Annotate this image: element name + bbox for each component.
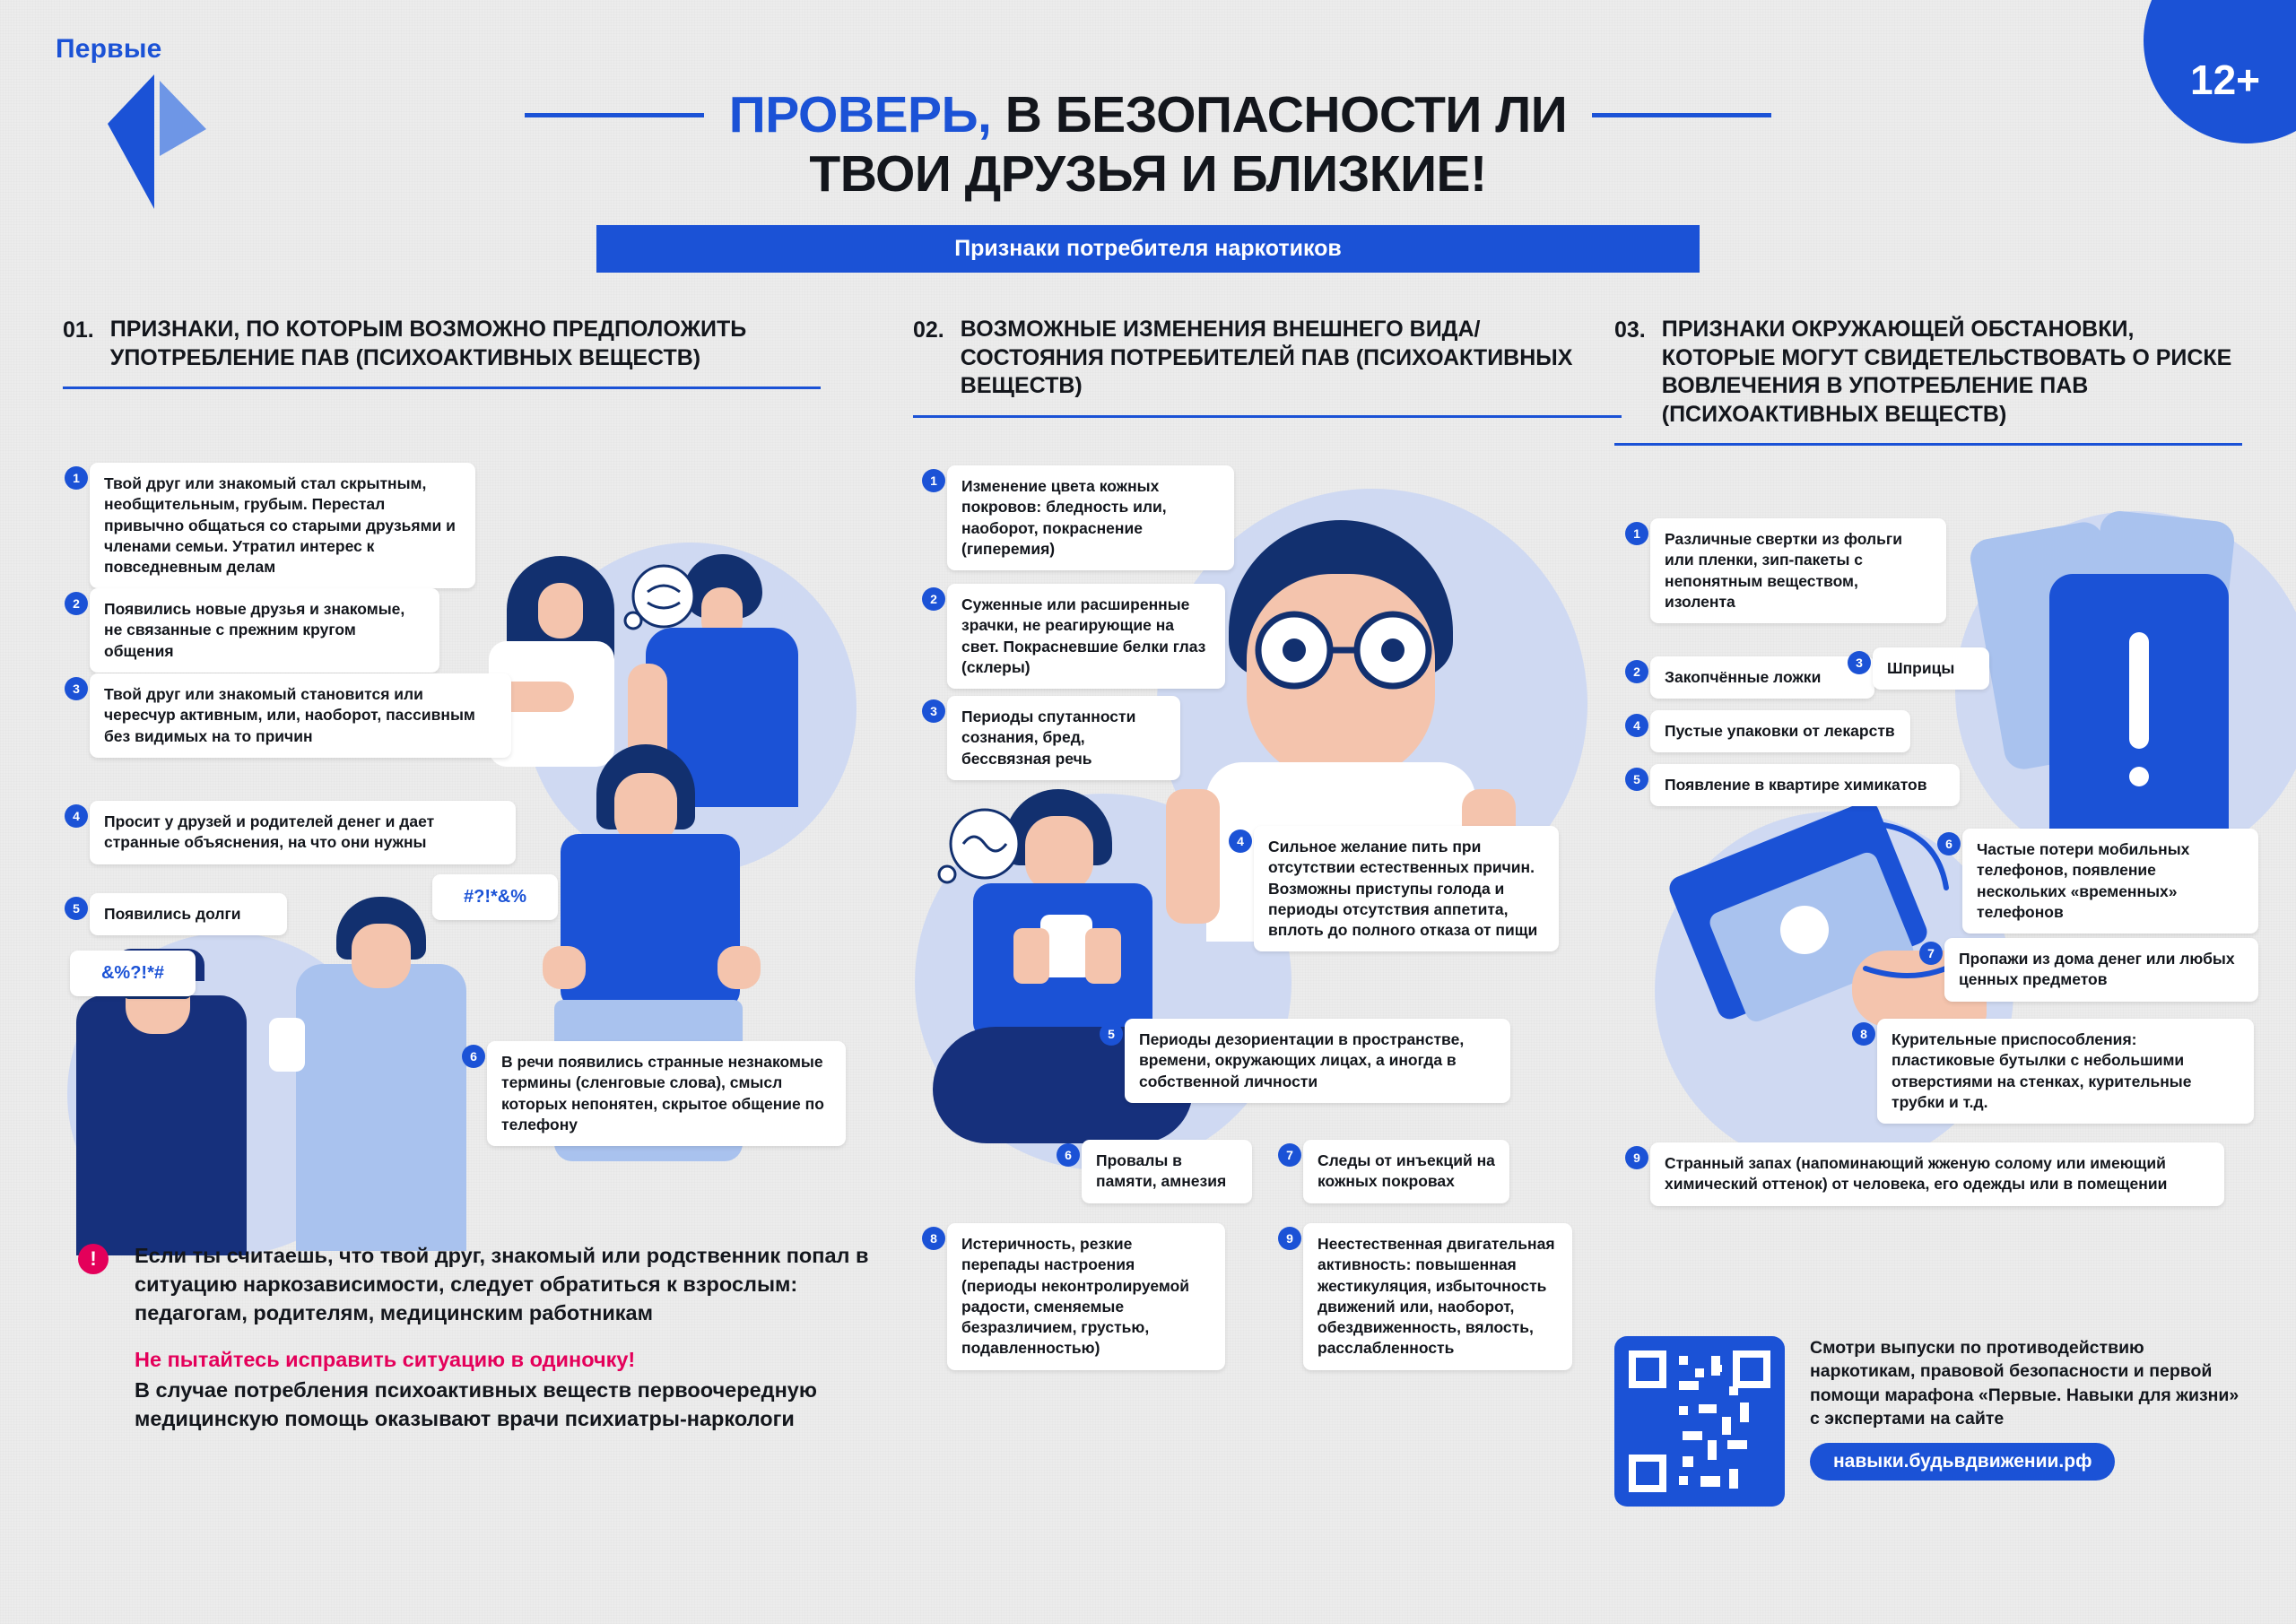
bullet-number-1-5: 5 <box>65 897 88 920</box>
bullet-number-1-3: 3 <box>65 677 88 700</box>
note-paragraph-1: Если ты считаешь, что твой друг, знакомый или родственник попал в ситуацию наркозависимости, следует обратиться к взрослым: педагогам, родителям, медицинским работникам <box>135 1244 869 1324</box>
bullet-number-3-8: 8 <box>1852 1022 1875 1046</box>
page-title-accent: ПРОВЕРЬ, <box>728 86 992 143</box>
brand-name: Первые <box>56 34 162 64</box>
col3-item-2: Закопчённые ложки <box>1650 656 1874 699</box>
col2-item-6: Провалы в памяти, амнезия <box>1082 1140 1252 1203</box>
col3-item-9: Странный запах (напоминающий жженую солому или имеющий химический оттенок) от человека, его одежды или в помещении <box>1650 1142 2224 1206</box>
col3-item-3: Шприцы <box>1873 647 1989 690</box>
column-01-number: 01. <box>63 317 94 343</box>
bullet-number-2-7: 7 <box>1278 1143 1301 1167</box>
col3-item-8: Курительные приспособления: пластиковые бутылки с небольшими отверстиями на стенках, курительные трубки и т.д. <box>1877 1019 2254 1124</box>
column-03-rule <box>1614 443 2242 446</box>
col1-item-2: Появились новые друзья и знакомые, не связанные с прежним кругом общения <box>90 588 439 673</box>
bullet-number-3-6: 6 <box>1937 832 1961 855</box>
col3-item-6: Частые потери мобильных телефонов, появление нескольких «временных» телефонов <box>1962 829 2258 934</box>
thought-cloud-icon <box>610 556 718 637</box>
subtitle-bar: Признаки потребителя наркотиков <box>596 225 1700 273</box>
title-rule-left <box>525 113 704 117</box>
bullet-number-2-1: 1 <box>922 469 945 492</box>
column-01-rule <box>63 386 821 389</box>
col1-item-5: Появились долги <box>90 893 287 935</box>
bullet-number-3-4: 4 <box>1625 714 1648 737</box>
qr-link[interactable]: навыки.будьвдвижении.рф <box>1810 1443 2115 1481</box>
col1-item-4: Просит у друзей и родителей денег и дает странные объяснения, на что они нужны <box>90 801 516 864</box>
bullet-number-3-9: 9 <box>1625 1146 1648 1169</box>
page-title-rest: В БЕЗОПАСНОСТИ ЛИ <box>991 86 1568 143</box>
col2-item-4: Сильное желание пить при отсутствии естественных причин. Возможны приступы голода и периоды отсутствия аппетита, вплоть до полного отказа от пищи <box>1254 826 1559 951</box>
column-01-title: ПРИЗНАКИ, ПО КОТОРЫМ ВОЗМОЖНО ПРЕДПОЛОЖИТЬ УПОТРЕБЛЕНИЕ ПАВ (ПСИХОАКТИВНЫХ ВЕЩЕСТВ) <box>109 317 747 370</box>
col3-item-5: Появление в квартире химикатов <box>1650 764 1960 806</box>
speech-bubble-1: #?!*&% <box>432 874 558 920</box>
footer-note <box>79 1242 886 1434</box>
col1-item-3: Твой друг или знакомый становится или чересчур активным, или, наоборот, пассивным без видимых на то причин <box>90 673 511 758</box>
qr-block <box>1614 1336 2242 1507</box>
confusion-cloud-icon <box>924 803 1040 892</box>
column-03-number: 03. <box>1614 317 1646 343</box>
col2-item-7: Следы от инъекций на кожных покровах <box>1303 1140 1509 1203</box>
page-title-line2: ТВОИ ДРУЗЬЯ И БЛИЗКИЕ! <box>809 144 1487 203</box>
col2-item-9: Неестественная двигательная активность: повышенная жестикуляция, избыточность движений или, наоборот, обездвиженность, вялость, расслабленность <box>1303 1223 1572 1370</box>
bullet-number-2-4: 4 <box>1229 829 1252 853</box>
column-02-number: 02. <box>913 317 944 343</box>
col2-item-5: Периоды дезориентации в пространстве, времени, окружающих лицах, а иногда в собственной личности <box>1125 1019 1510 1103</box>
bullet-number-3-5: 5 <box>1625 768 1648 791</box>
col3-item-4: Пустые упаковки от лекарств <box>1650 710 1910 752</box>
bullet-number-1-6: 6 <box>462 1045 485 1068</box>
col2-item-2: Суженные или расширенные зрачки, не реагирующие на свет. Покрасневшие белки глаз (склеры) <box>947 584 1225 689</box>
qr-description: Смотри выпуски по противодействию наркотикам, правовой безопасности и первой помощи марафона «Первые. Навыки для жизни» с экспертами на сайте <box>1810 1338 2239 1429</box>
bullet-number-2-3: 3 <box>922 699 945 723</box>
col2-item-8: Истеричность, резкие перепады настроения (периоды неконтролируемой радости, сменяемые безразличием, грустью, подавленностью) <box>947 1223 1225 1370</box>
qr-code[interactable] <box>1614 1336 1785 1507</box>
col3-item-7: Пропажи из дома денег или любых ценных предметов <box>1944 938 2258 1002</box>
column-01 <box>63 316 888 389</box>
bullet-number-1-2: 2 <box>65 592 88 615</box>
glasses-icon <box>1242 610 1448 690</box>
bullet-number-3-2: 2 <box>1625 660 1648 683</box>
bullet-number-2-6: 6 <box>1057 1143 1080 1167</box>
speech-bubble-2: &%?!*# <box>70 951 196 996</box>
col3-item-1: Различные свертки из фольги или пленки, зип-пакеты с непонятным веществом, изолента <box>1650 518 1946 623</box>
alert-icon: ! <box>78 1244 109 1274</box>
column-03-title: ПРИЗНАКИ ОКРУЖАЮЩЕЙ ОБСТАНОВКИ, КОТОРЫЕ МОГУТ СВИДЕТЕЛЬСТВОВАТЬ О РИСКЕ ВОВЛЕЧЕНИЯ В УПОТРЕБЛЕНИЕ ПАВ (ПСИХОАКТИВНЫХ ВЕЩЕСТВ) <box>1661 317 2232 427</box>
title-rule-right <box>1592 113 1771 117</box>
page-title <box>729 88 1567 143</box>
column-03 <box>1614 316 2242 446</box>
note-warning: Не пытайтесь исправить ситуацию в одиночку! <box>135 1347 636 1371</box>
bullet-number-2-2: 2 <box>922 587 945 611</box>
bullet-number-1-4: 4 <box>65 804 88 828</box>
bullet-number-1-1: 1 <box>65 466 88 490</box>
column-02-rule <box>913 415 1622 418</box>
bullet-number-2-9: 9 <box>1278 1227 1301 1250</box>
bullet-number-3-7: 7 <box>1919 942 1943 965</box>
bullet-number-2-5: 5 <box>1100 1022 1123 1046</box>
title-block <box>0 88 2296 273</box>
note-paragraph-2: В случае потребления психоактивных веществ первоочередную медицинскую помощь оказывают врачи психиатры-наркологи <box>135 1377 817 1430</box>
bullet-number-3-1: 1 <box>1625 522 1648 545</box>
age-rating-label: 12+ <box>2190 56 2261 103</box>
column-02-title: ВОЗМОЖНЫЕ ИЗМЕНЕНИЯ ВНЕШНЕГО ВИДА/СОСТОЯНИЯ ПОТРЕБИТЕЛЕЙ ПАВ (ПСИХОАКТИВНЫХ ВЕЩЕСТВ) <box>960 317 1573 398</box>
col2-item-1: Изменение цвета кожных покровов: бледность или, наоборот, покраснение (гиперемия) <box>947 465 1234 570</box>
col2-item-3: Периоды спутанности сознания, бред, бессвязная речь <box>947 696 1180 780</box>
col1-item-1: Твой друг или знакомый стал скрытным, необщительным, грубым. Перестал привычно общаться со старыми друзьями и членами семьи. Утратил интерес к повседневным делам <box>90 463 475 588</box>
col1-item-6: В речи появились странные незнакомые термины (сленговые слова), смысл которых непонятен, скрытое общение по телефону <box>487 1041 846 1146</box>
column-02 <box>913 316 1622 418</box>
bullet-number-2-8: 8 <box>922 1227 945 1250</box>
bullet-number-3-3: 3 <box>1848 651 1871 674</box>
